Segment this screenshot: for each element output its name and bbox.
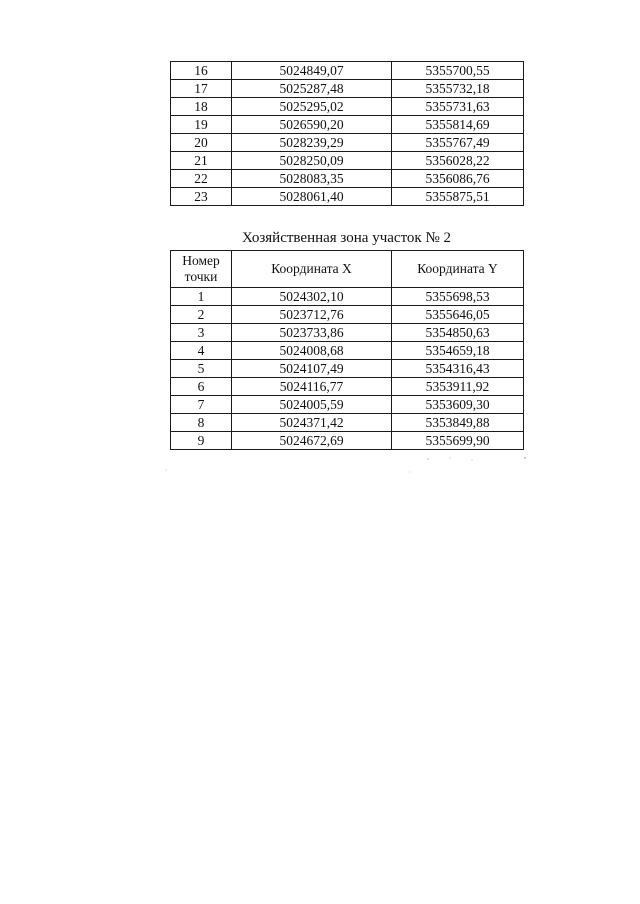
coordinate-x-cell: 5023712,76 [232,306,392,324]
coordinate-y-cell: 5355731,63 [392,98,524,116]
coordinate-y-cell: 5354316,43 [392,360,524,378]
coordinate-x-cell: 5028239,29 [232,134,392,152]
section-title: Хозяйственная зона участок № 2 [241,230,452,246]
coordinate-x-cell: 5024107,49 [232,360,392,378]
coordinate-y-cell: 5355767,49 [392,134,524,152]
table-row [171,360,524,378]
coordinate-x-cell: 5024005,59 [232,396,392,414]
point-number-cell: 8 [171,414,232,432]
header-point-line2: точки [184,269,218,284]
header-point-line1: Номер [182,253,220,268]
point-number-cell: 20 [171,134,232,152]
coordinate-x-cell: 5026590,20 [232,116,392,134]
table-row [171,170,524,188]
header-coordinate-x: Координата X [232,251,392,288]
coordinate-y-cell: 5355700,55 [392,62,524,80]
coordinate-y-cell: 5353911,92 [392,378,524,396]
coordinate-x-cell: 5024849,07 [232,62,392,80]
header-point-number [171,251,232,288]
table-row [171,378,524,396]
point-number-cell: 18 [171,98,232,116]
point-number-cell: 1 [171,288,232,306]
coordinate-y-cell: 5354850,63 [392,324,524,342]
point-number-cell: 22 [171,170,232,188]
point-number-cell: 19 [171,116,232,134]
table-row [171,432,524,450]
table-header-row [171,251,524,288]
coordinate-y-cell: 5355698,53 [392,288,524,306]
point-number-cell: 2 [171,306,232,324]
coordinate-x-cell: 5023733,86 [232,324,392,342]
coordinate-x-cell: 5024008,68 [232,342,392,360]
table-row [171,396,524,414]
coordinates-table-continued [170,61,524,206]
coordinate-x-cell: 5025295,02 [232,98,392,116]
coordinate-y-cell: 5355732,18 [392,80,524,98]
coordinate-y-cell: 5355699,90 [392,432,524,450]
point-number-cell: 4 [171,342,232,360]
point-number-cell: 3 [171,324,232,342]
point-number-cell: 7 [171,396,232,414]
coordinate-y-cell: 5356086,76 [392,170,524,188]
table-row [171,116,524,134]
table-row [171,342,524,360]
coordinate-x-cell: 5024302,10 [232,288,392,306]
table-row [171,62,524,80]
coordinate-y-cell: 5355814,69 [392,116,524,134]
point-number-cell: 21 [171,152,232,170]
scan-specks [160,456,530,476]
coordinate-y-cell: 5353849,88 [392,414,524,432]
table-row [171,98,524,116]
coordinate-y-cell: 5356028,22 [392,152,524,170]
coordinate-x-cell: 5028083,35 [232,170,392,188]
point-number-cell: 16 [171,62,232,80]
coordinate-x-cell: 5028061,40 [232,188,392,206]
coordinate-x-cell: 5024371,42 [232,414,392,432]
coordinate-y-cell: 5354659,18 [392,342,524,360]
table-row [171,288,524,306]
coordinate-x-cell: 5024116,77 [232,378,392,396]
header-coordinate-y: Координата Y [392,251,524,288]
coordinate-x-cell: 5025287,48 [232,80,392,98]
table-row [171,188,524,206]
coordinate-y-cell: 5355646,05 [392,306,524,324]
coordinate-x-cell: 5024672,69 [232,432,392,450]
coordinate-x-cell: 5028250,09 [232,152,392,170]
coordinate-y-cell: 5353609,30 [392,396,524,414]
table-row [171,306,524,324]
coordinate-y-cell: 5355875,51 [392,188,524,206]
table-row [171,324,524,342]
table-row [171,80,524,98]
point-number-cell: 5 [171,360,232,378]
table-row [171,414,524,432]
point-number-cell: 9 [171,432,232,450]
table-row [171,152,524,170]
coordinates-table-zone-2 [170,250,524,450]
point-number-cell: 6 [171,378,232,396]
point-number-cell: 17 [171,80,232,98]
table-row [171,134,524,152]
point-number-cell: 23 [171,188,232,206]
